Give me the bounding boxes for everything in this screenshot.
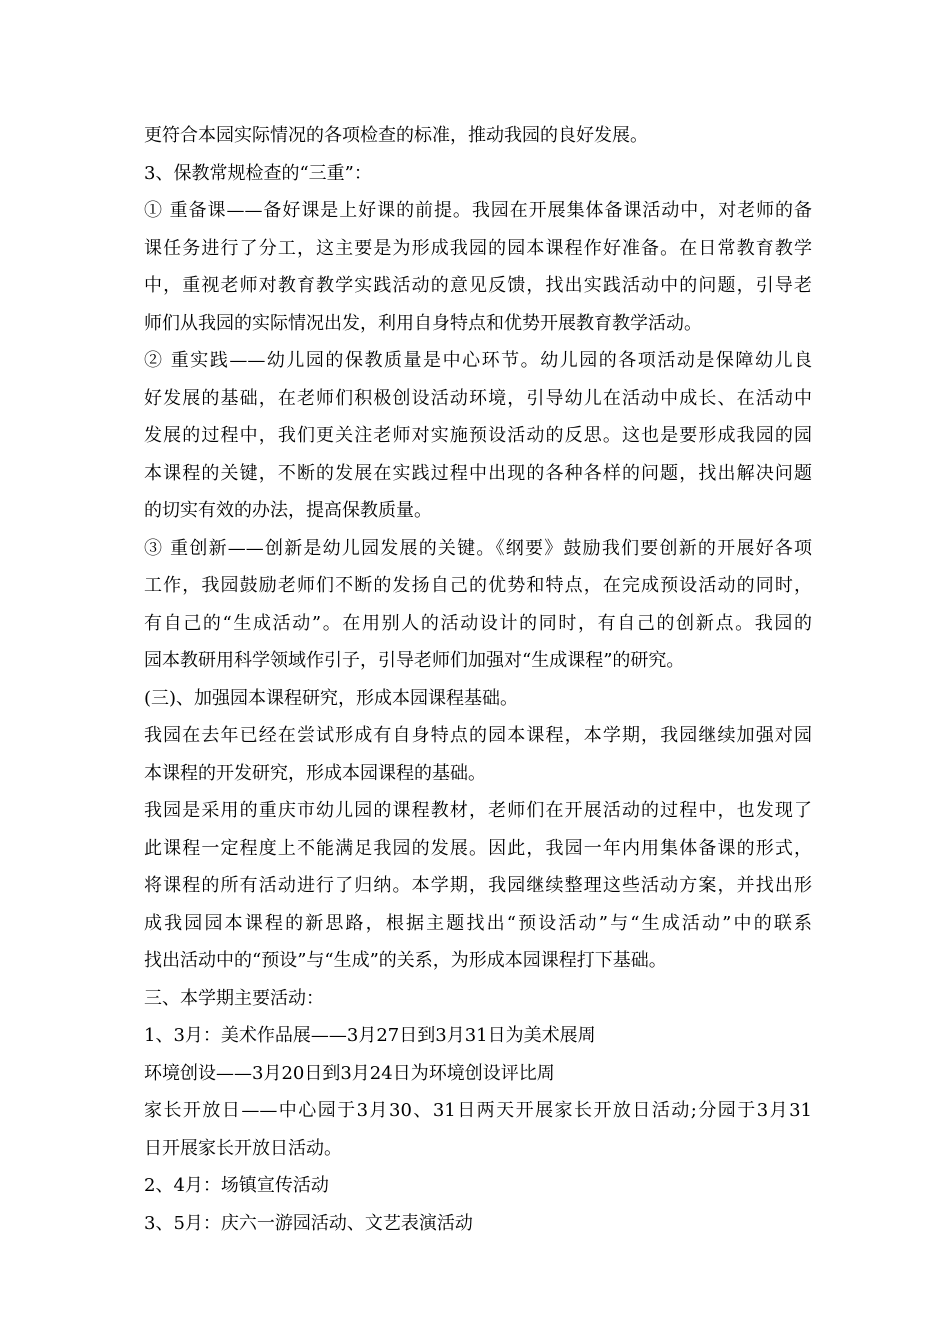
text-line: 更符合本园实际情况的各项检查的标准，推动我园的良好发展。 [144,125,648,146]
text-line: (三)、加强园本课程研究，形成本园课程基础。 [144,687,519,709]
text-line: 园本教研用科学领域作引子，引导老师们加强对“生成课程”的研究。 [144,650,685,671]
text-line: 我园在去年已经在尝试形成有自身特点的园本课程，本学期，我园继续加强对园 [144,725,812,746]
text-line: 的切实有效的办法，提高保教质量。 [144,500,432,521]
text-line: 三、本学期主要活动： [144,987,324,1009]
text-line: 有自己的“生成活动”。在用别人的活动设计的同时，有自己的创新点。我园的 [144,612,812,634]
text-line: 本课程的关键，不断的发展在实践过程中出现的各种各样的问题，找出解决问题 [144,462,812,484]
text-line: 工作，我园鼓励老师们不断的发扬自己的优势和特点，在完成预设活动的同时， [144,575,812,596]
text-line: ② 重实践——幼儿园的保教质量是中心环节。幼儿园的各项活动是保障幼儿良 [144,350,812,371]
text-line: 成我园园本课程的新思路，根据主题找出“预设活动”与“生成活动”中的联系 [144,912,812,934]
text-line: 日开展家长开放日活动。 [144,1137,342,1159]
text-line: 此课程一定程度上不能满足我园的发展。因此，我园一年内用集体备课的形式， [144,837,812,859]
text-line: 本课程的开发研究，形成本园课程的基础。 [144,762,486,784]
text-line: 2、4月：场镇宣传活动 [144,1175,329,1196]
text-line: 3、保教常规检查的“三重”： [144,162,372,184]
text-line: 师们从我园的实际情况出发，利用自身特点和优势开展教育教学活动。 [144,312,702,334]
text-line: 好发展的基础，在老师们积极创设活动环境，引导幼儿在活动中成长、在活动中 [144,387,812,409]
text-line: 环境创设——3月20日到3月24日为环境创设评比周 [144,1062,555,1084]
text-line: 3、5月：庆六一游园活动、文艺表演活动 [144,1212,473,1234]
text-line: 发展的过程中，我们更关注老师对实施预设活动的反思。这也是要形成我园的园 [144,425,812,446]
text-line: 课任务进行了分工，这主要是为形成我园的园本课程作好准备。在日常教育教学 [144,237,812,259]
text-line: 我园是采用的重庆市幼儿园的课程教材，老师们在开展活动的过程中，也发现了 [144,800,812,821]
document-page [144,117,812,1242]
text-line: 家长开放日——中心园于3月30、31日两天开展家长开放日活动;分园于3月31 [144,1100,812,1121]
text-line: 找出活动中的“预设”与“生成”的关系，为形成本园课程打下基础。 [144,950,667,971]
text-line: 1、3月：美术作品展——3月27日到3月31日为美术展周 [144,1025,596,1046]
text-line: ③ 重创新——创新是幼儿园发展的关键。《纲要》鼓励我们要创新的开展好各项 [144,537,812,559]
text-line: 将课程的所有活动进行了归纳。本学期，我园继续整理这些活动方案，并找出形 [144,875,812,896]
text-line: 中，重视老师对教育教学实践活动的意见反馈，找出实践活动中的问题，引导老 [144,275,812,296]
text-line: ① 重备课——备好课是上好课的前提。我园在开展集体备课活动中，对老师的备 [144,200,812,221]
